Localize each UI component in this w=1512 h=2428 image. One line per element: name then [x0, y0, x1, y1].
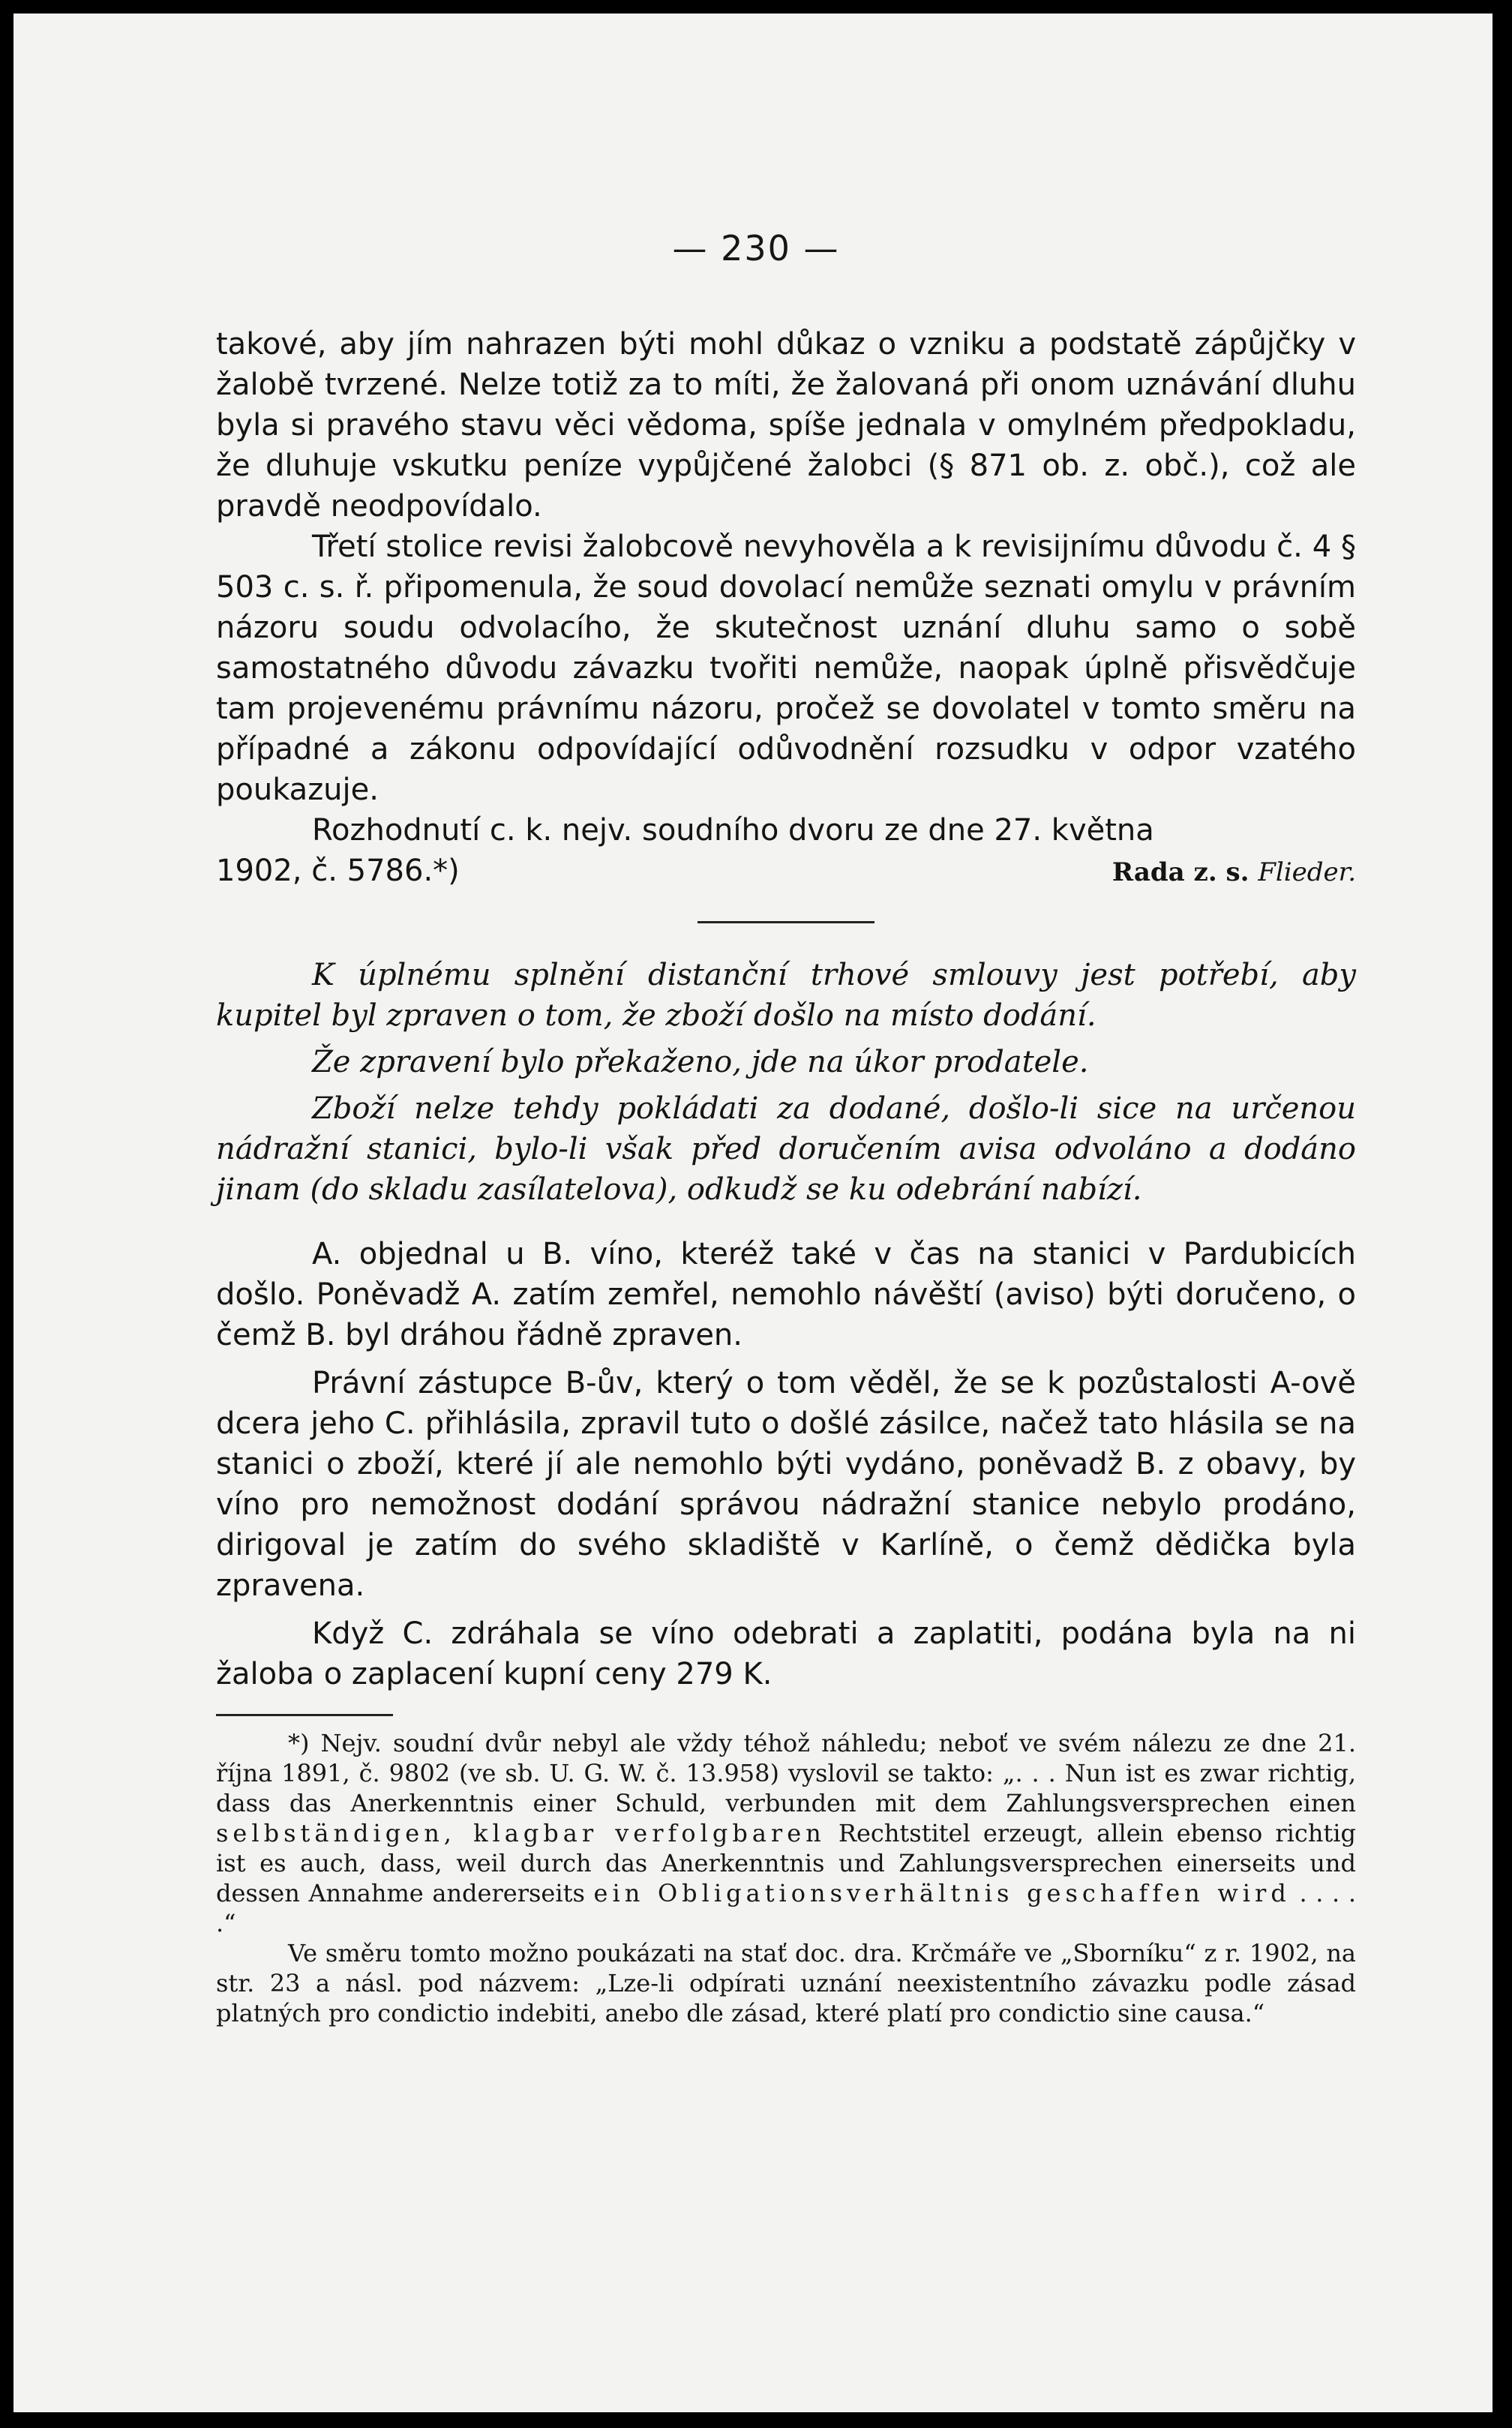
footnote-2: Ve směru tomto možno poukázati na stať doc. dra. Krčmáře ve „Sborníku“ z r. 1902, na str. 23 a násl. pod názvem: „Lze-li odpírati uznání neexistentního závazku podle zásad platných pro condictio indebiti, anebo dle zásad, které platí pro condictio sine causa.“ [216, 1939, 1356, 2027]
footnote-1-emphasis-b: ein Obligationsverhältnis geschaffen wird [593, 1879, 1291, 1907]
paragraph-facts-2: Právní zástupce B-ův, který o tom věděl, že se k pozůstalosti A-ově dcera jeho C. přihlásila, zpravil tuto o došlé zásilce, načež tato hlásila se na stanici o zboží, které jí ale nemohlo býti vydáno, poněvadž B. z obavy, by víno pro nemožnost dodání správou nádražní stanice nebylo prodáno, dirigoval je zatím do svého skladiště v Karlíně, o čemž dědička byla zpravena. [216, 1366, 1356, 1603]
paragraph-facts-3: Když C. zdráhala se víno odebrati a zaplatiti, podána byla na ni žaloba o zaplacení kupní ceny 279 K. [216, 1616, 1356, 1691]
footnote-1-text-b: Rechtstitel erzeugt, allein ebenso richtig ist es auch, dass, weil durch das Anerkenntnis und Zahlungsversprechen einerseits und dessen Annahme andererseits [216, 1819, 1357, 1907]
headnote-3: Zboží nelze tehdy pokládati za dodané, došlo-li sice na určenou nádražní stanici, bylo-li však před doručením avisa odvoláno a dodáno jinam (do skladu zasílatelova), odkudž se ku odebrání nabízí. [216, 1091, 1356, 1207]
section-divider [698, 921, 874, 923]
headnote-1: K úplnému splnění distanční trhové smlouvy jest potřebí, aby kupitel byl zpraven o tom, že zboží došlo na místo dodání. [216, 958, 1356, 1033]
paragraph-decision-line-1: Rozhodnutí c. k. nejv. soudního dvoru ze dne 27. května [312, 813, 1154, 848]
spacer [216, 1216, 1356, 1234]
paragraph-facts-1: A. objednal u B. víno, kteréž také v čas na stanici v Pardubicích došlo. Poněvadž A. zatím zemřel, nemohlo návěští (aviso) býti doručeno, o čemž B. byl dráhou řádně zpraven. [216, 1237, 1356, 1352]
page-number: — 230 — [672, 228, 840, 269]
paragraph-continuation: takové, aby jím nahrazen býti mohl důkaz o vzniku a podstatě zápůjčky v žalobě tvrzené. Nelze totiž za to míti, že žalovaná při onom uznávání dluhu byla si pravého stavu věci vědoma, spíše jednala v omylném předpokladu, že dluhuje vskutku peníze vypůjčené žalobci (§ 871 ob. z. obč.), což ale pravdě neodpovídalo. [216, 327, 1356, 524]
signature-name: Flieder. [1258, 857, 1356, 887]
footnote-1-text-c: . . . . .“ [216, 1879, 1357, 1937]
spacer [216, 1606, 1356, 1613]
signature [1112, 852, 1356, 893]
decision-reference: 1902, č. 5786.*) [216, 854, 460, 888]
footnotes [216, 1728, 1356, 2028]
signature-prefix: Rada z. s. [1112, 857, 1250, 887]
spacer [216, 1355, 1356, 1363]
decision-reference-line [216, 851, 1356, 893]
footnote-1-emphasis-a: selbständigen, klagbar verfolgbaren [216, 1819, 826, 1847]
document-body [216, 324, 1356, 2028]
headnote-2: Že zpravení bylo překaženo, jde na úkor prodatele. [312, 1045, 1089, 1079]
footnote-divider [216, 1714, 393, 1716]
footnote-1 [216, 1728, 1356, 1938]
paragraph-third-instance: Třetí stolice revisi žalobcově nevyhověla a k revisijnímu důvodu č. 4 § 503 c. s. ř. připomenula, že soud dovolací nemůže seznati omylu v právním názoru soudu odvolacího, že skutečnost uznání dluhu samo o sobě samostatného důvodu závazku tvořiti nemůže, naopak úplně přisvědčuje tam projevenému právnímu názoru, pročež se dovolatel v tomto směru na případné a zákonu odpovídající odůvodnění rozsudku v odpor vzatého poukazuje. [216, 530, 1356, 807]
footnote-1-text-a: *) Nejv. soudní dvůr nebyl ale vždy téhož náhledu; neboť ve svém nálezu ze dne 21. října 1891, č. 9802 (ve sb. U. G. W. č. 13.958) vyslovil se takto: „. . . Nun ist es zwar richtig, dass das Anerkenntnis einer Schuld, verbunden mit dem Zahlungsversprechen einen [216, 1729, 1356, 1817]
